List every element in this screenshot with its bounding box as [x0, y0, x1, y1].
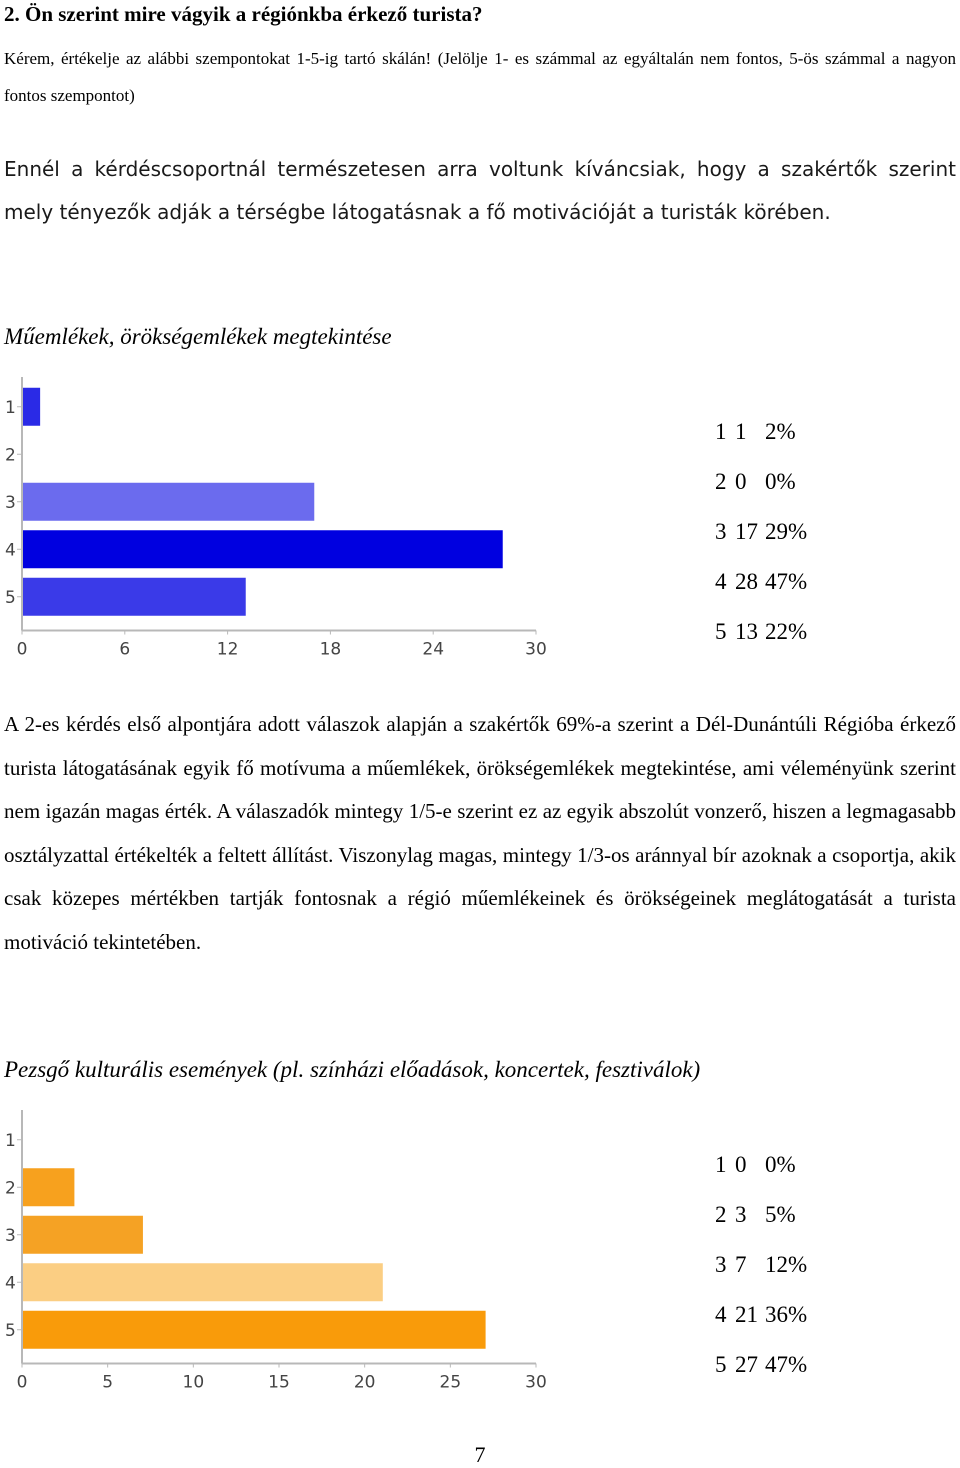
x-tick-label: 20	[353, 1372, 376, 1388]
bar-chart-cultural-events	[0, 1108, 560, 1388]
bar-chart-monuments-svg	[0, 375, 560, 655]
stats-rating: 3	[715, 1252, 727, 1277]
page-number: 7	[474, 1442, 486, 1467]
stats-count: 1	[735, 419, 747, 444]
x-tick-label: 6	[119, 639, 131, 655]
analysis-paragraph: A 2-es kérdés első alpontjára adott válaszok alapján a szakértők 69%-a szerint a Dél-Dunántúli Régióba érkező turista látogatásának egyik fő motívuma a műemlékek, örökségemlékek megtekintése, ami véleményünk szerint nem igazán magas érték. A válaszadók mintegy 1/5-e szerint ez az egyik abszolút vonzerő, hiszen a legmagasabb osztályzattal értékelték a feltett állítást. Viszonylag magas, mintegy 1/3-os aránnyal bír azoknak a csoportja, akik csak közepes mértékben tartják fontosnak a régió műemlékeinek és örökségeinek meglátogatását a turista motiváció tekintetében.	[4, 712, 956, 954]
stats-rating: 5	[715, 619, 727, 644]
bar-rating-4	[23, 1263, 383, 1301]
stats-table-cultural-events	[715, 1151, 807, 1401]
stats-count: 0	[735, 469, 747, 494]
x-tick-label: 0	[16, 639, 28, 655]
stats-row	[715, 618, 807, 668]
stats-count: 27	[735, 1352, 758, 1377]
stats-rating: 1	[715, 1152, 727, 1177]
stats-row	[715, 1201, 807, 1251]
stats-percent: 5%	[765, 1202, 796, 1227]
x-tick-label: 30	[525, 639, 547, 655]
bar-rating-5	[23, 1311, 486, 1349]
x-tick-label: 24	[422, 639, 445, 655]
question-title: 2. Ön szerint mire vágyik a régiónkba érkező turista?	[4, 2, 483, 26]
stats-percent: 47%	[765, 1352, 808, 1377]
stats-rating: 4	[715, 569, 727, 594]
y-tick-label: 5	[5, 587, 16, 608]
x-tick-label: 12	[216, 639, 239, 655]
y-tick-label: 1	[5, 397, 16, 418]
y-tick-label: 1	[5, 1130, 16, 1151]
x-tick-label: 5	[102, 1372, 114, 1388]
intro-paragraph: Ennél a kérdéscsoportnál természetesen arra voltunk kíváncsiak, hogy a szakértők szerint mely tényezők adják a térségbe látogatásnak a fő motivációját a turisták körében.	[4, 157, 956, 224]
stats-percent: 29%	[765, 519, 808, 544]
x-tick-label: 18	[319, 639, 342, 655]
stats-rating: 2	[715, 1202, 727, 1227]
bar-rating-1	[23, 388, 40, 426]
stats-percent: 2%	[765, 419, 796, 444]
stats-count: 28	[735, 569, 758, 594]
y-tick-label: 4	[5, 1273, 16, 1294]
section-heading-cultural-events: Pezsgő kulturális események (pl. színházi előadások, koncertek, fesztiválok)	[4, 1057, 701, 1082]
stats-rating: 2	[715, 469, 727, 494]
stats-percent: 0%	[765, 1152, 796, 1177]
stats-percent: 22%	[765, 619, 808, 644]
bar-rating-2	[23, 1168, 74, 1206]
stats-percent: 0%	[765, 469, 796, 494]
x-tick-label: 10	[182, 1372, 205, 1388]
stats-row	[715, 468, 807, 518]
stats-table-monuments	[715, 418, 807, 668]
stats-row	[715, 518, 807, 568]
x-tick-label: 25	[439, 1372, 462, 1388]
bar-rating-4	[23, 530, 503, 568]
stats-row	[715, 1151, 807, 1201]
bar-rating-5	[23, 578, 246, 616]
stats-percent: 47%	[765, 569, 808, 594]
stats-row	[715, 1351, 807, 1401]
stats-rating: 5	[715, 1352, 727, 1377]
bar-chart-cultural-events-svg	[0, 1108, 560, 1388]
y-tick-label: 2	[5, 445, 16, 466]
x-tick-label: 30	[525, 1372, 547, 1388]
y-tick-label: 2	[5, 1178, 16, 1199]
question-instruction: Kérem, értékelje az alábbi szempontokat 1-5-ig tartó skálán! (Jelölje 1- es számmal az egyáltalán nem fontos, 5-ös számmal a nagyon fontos szempontot)	[4, 49, 956, 105]
stats-count: 3	[735, 1202, 747, 1227]
y-tick-label: 5	[5, 1320, 16, 1341]
stats-row	[715, 568, 807, 618]
bar-rating-3	[23, 1216, 143, 1254]
section-heading-monuments: Műemlékek, örökségemlékek megtekintése	[4, 324, 392, 349]
stats-rating: 3	[715, 519, 727, 544]
x-tick-label: 15	[268, 1372, 290, 1388]
stats-rating: 1	[715, 419, 727, 444]
stats-count: 0	[735, 1152, 747, 1177]
stats-count: 7	[735, 1252, 747, 1277]
y-tick-label: 4	[5, 540, 16, 561]
stats-row	[715, 1251, 807, 1301]
stats-count: 13	[735, 619, 758, 644]
bar-rating-3	[23, 483, 314, 521]
y-tick-label: 3	[5, 492, 16, 513]
stats-count: 17	[735, 519, 758, 544]
stats-row	[715, 1301, 807, 1351]
bar-chart-monuments	[0, 375, 560, 655]
x-tick-label: 0	[16, 1372, 28, 1388]
stats-percent: 12%	[765, 1252, 808, 1277]
stats-rating: 4	[715, 1302, 727, 1327]
stats-count: 21	[735, 1302, 758, 1327]
stats-percent: 36%	[765, 1302, 808, 1327]
y-tick-label: 3	[5, 1225, 16, 1246]
stats-row	[715, 418, 807, 468]
